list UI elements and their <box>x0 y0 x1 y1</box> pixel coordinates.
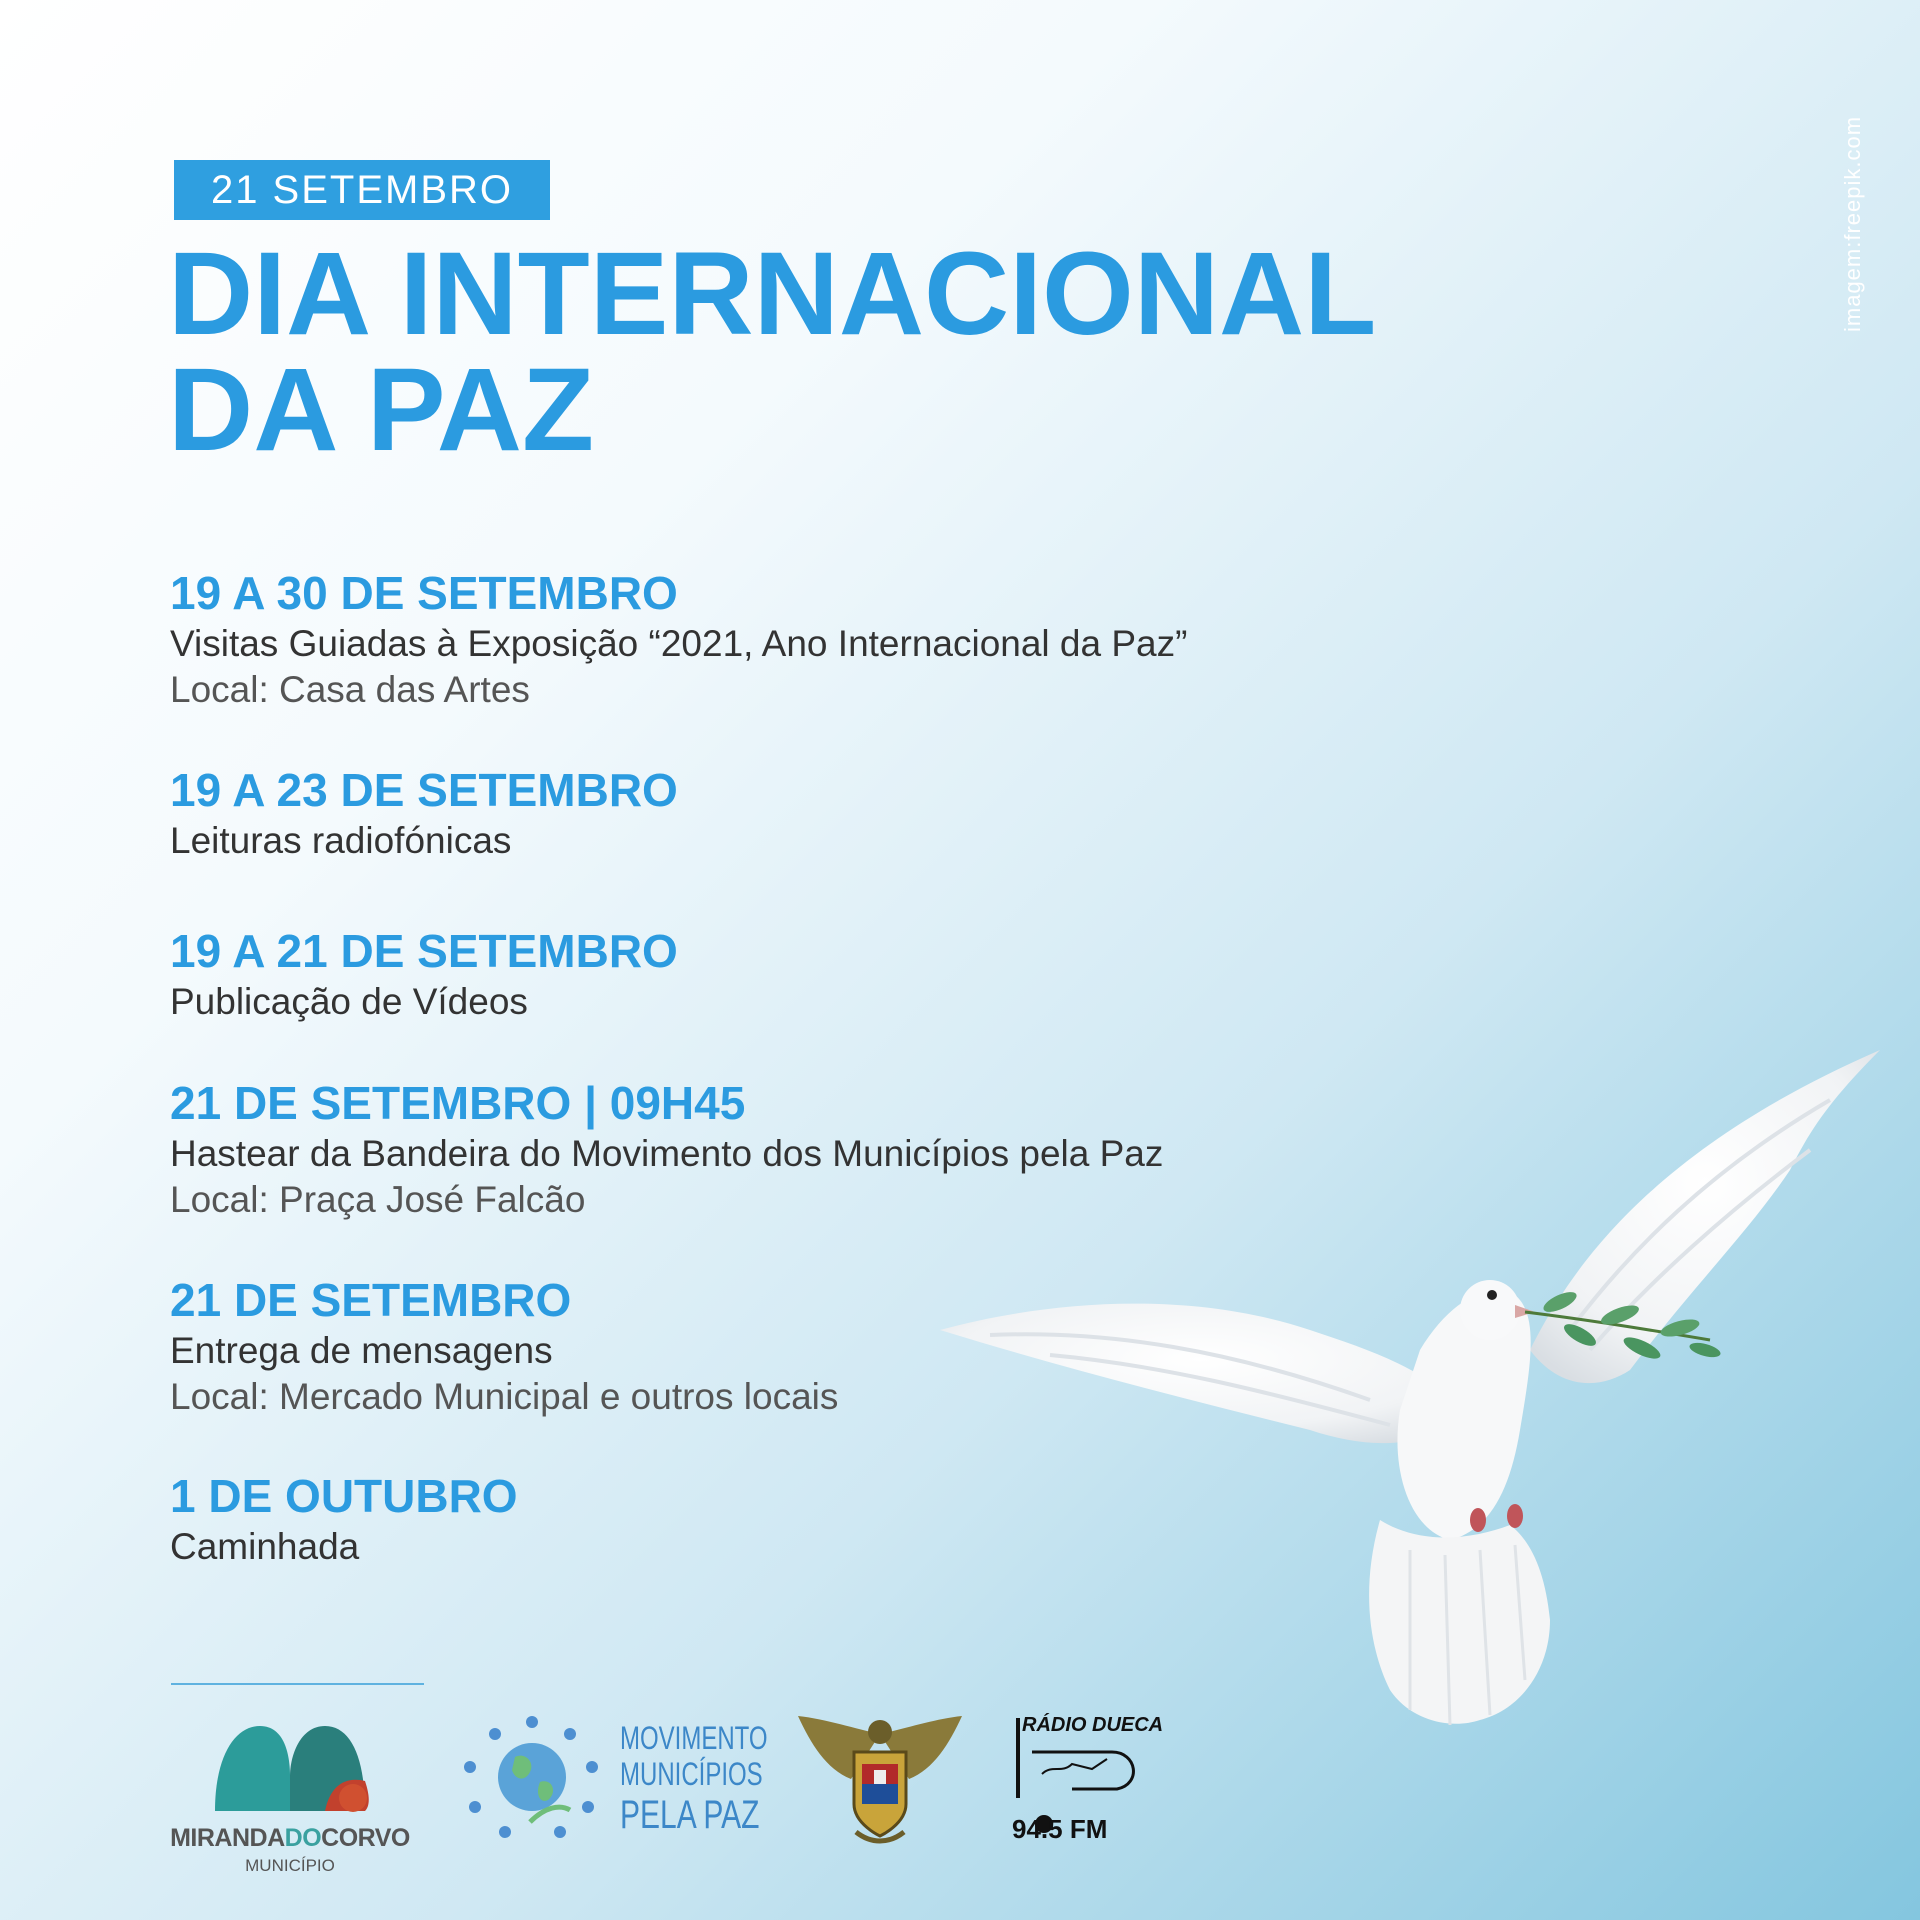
event-item <box>170 565 1187 713</box>
event-title: Caminhada <box>170 1526 360 1567</box>
event-item <box>170 1272 838 1420</box>
event-location: Local: Casa das Artes <box>170 669 530 710</box>
event-date: 19 A 21 DE SETEMBRO <box>170 925 678 977</box>
radio-frequency: 94.5 FM <box>1012 1814 1108 1844</box>
miranda-do-corvo-name <box>170 1824 410 1853</box>
page-title <box>168 228 1377 476</box>
event-date: 21 DE SETEMBRO | 09H45 <box>170 1077 746 1129</box>
movimento-line-2: MUNICÍPIOS <box>620 1756 763 1792</box>
miranda-do-corvo-subtitle: MUNICÍPIO <box>245 1856 335 1875</box>
event-item <box>170 923 678 1025</box>
globe-people-icon <box>460 1712 605 1842</box>
title-line-1: DIA INTERNACIONAL <box>168 228 1377 360</box>
logo-text-corvo: CORVO <box>321 1824 410 1852</box>
event-date: 21 DE SETEMBRO <box>170 1274 572 1326</box>
radio-dueca-logo <box>1012 1714 1172 1854</box>
movimento-line-3: PELA PAZ <box>620 1793 760 1837</box>
movimento-line-1: MOVIMENTO <box>620 1720 768 1756</box>
logo-text-do: DO <box>284 1824 322 1852</box>
footer-divider <box>171 1683 424 1685</box>
event-title: Leituras radiofónicas <box>170 820 512 861</box>
event-title: Entrega de mensagens <box>170 1330 553 1371</box>
title-line-2: DA PAZ <box>168 344 595 476</box>
event-title: Hastear da Bandeira do Movimento dos Municípios pela Paz <box>170 1133 1164 1174</box>
event-location: Local: Mercado Municipal e outros locais <box>170 1376 839 1417</box>
coat-of-arms-icon <box>796 1714 964 1848</box>
event-date: 19 A 30 DE SETEMBRO <box>170 567 678 619</box>
radio-name: RÁDIO DUECA <box>1022 1714 1164 1736</box>
image-credit: imagem:freepik.com <box>1840 115 1865 332</box>
movimento-municipios-logo <box>460 1712 768 1842</box>
event-date: 1 DE OUTUBRO <box>170 1470 518 1522</box>
event-location: Local: Praça José Falcão <box>170 1179 586 1220</box>
date-tag: 21 SETEMBRO <box>174 160 550 220</box>
miranda-do-corvo-logo <box>170 1716 410 1886</box>
event-item <box>170 762 678 864</box>
movimento-text <box>620 1720 768 1838</box>
logo-text-miranda: MIRANDA <box>170 1824 285 1852</box>
miranda-m-logo-icon <box>170 1716 410 1816</box>
event-date: 19 A 23 DE SETEMBRO <box>170 764 678 816</box>
event-item <box>170 1468 518 1570</box>
dove-with-olive-branch-icon <box>930 1030 1890 1750</box>
event-title: Visitas Guiadas à Exposição “2021, Ano Internacional da Paz” <box>170 623 1188 664</box>
event-title: Publicação de Vídeos <box>170 981 528 1022</box>
